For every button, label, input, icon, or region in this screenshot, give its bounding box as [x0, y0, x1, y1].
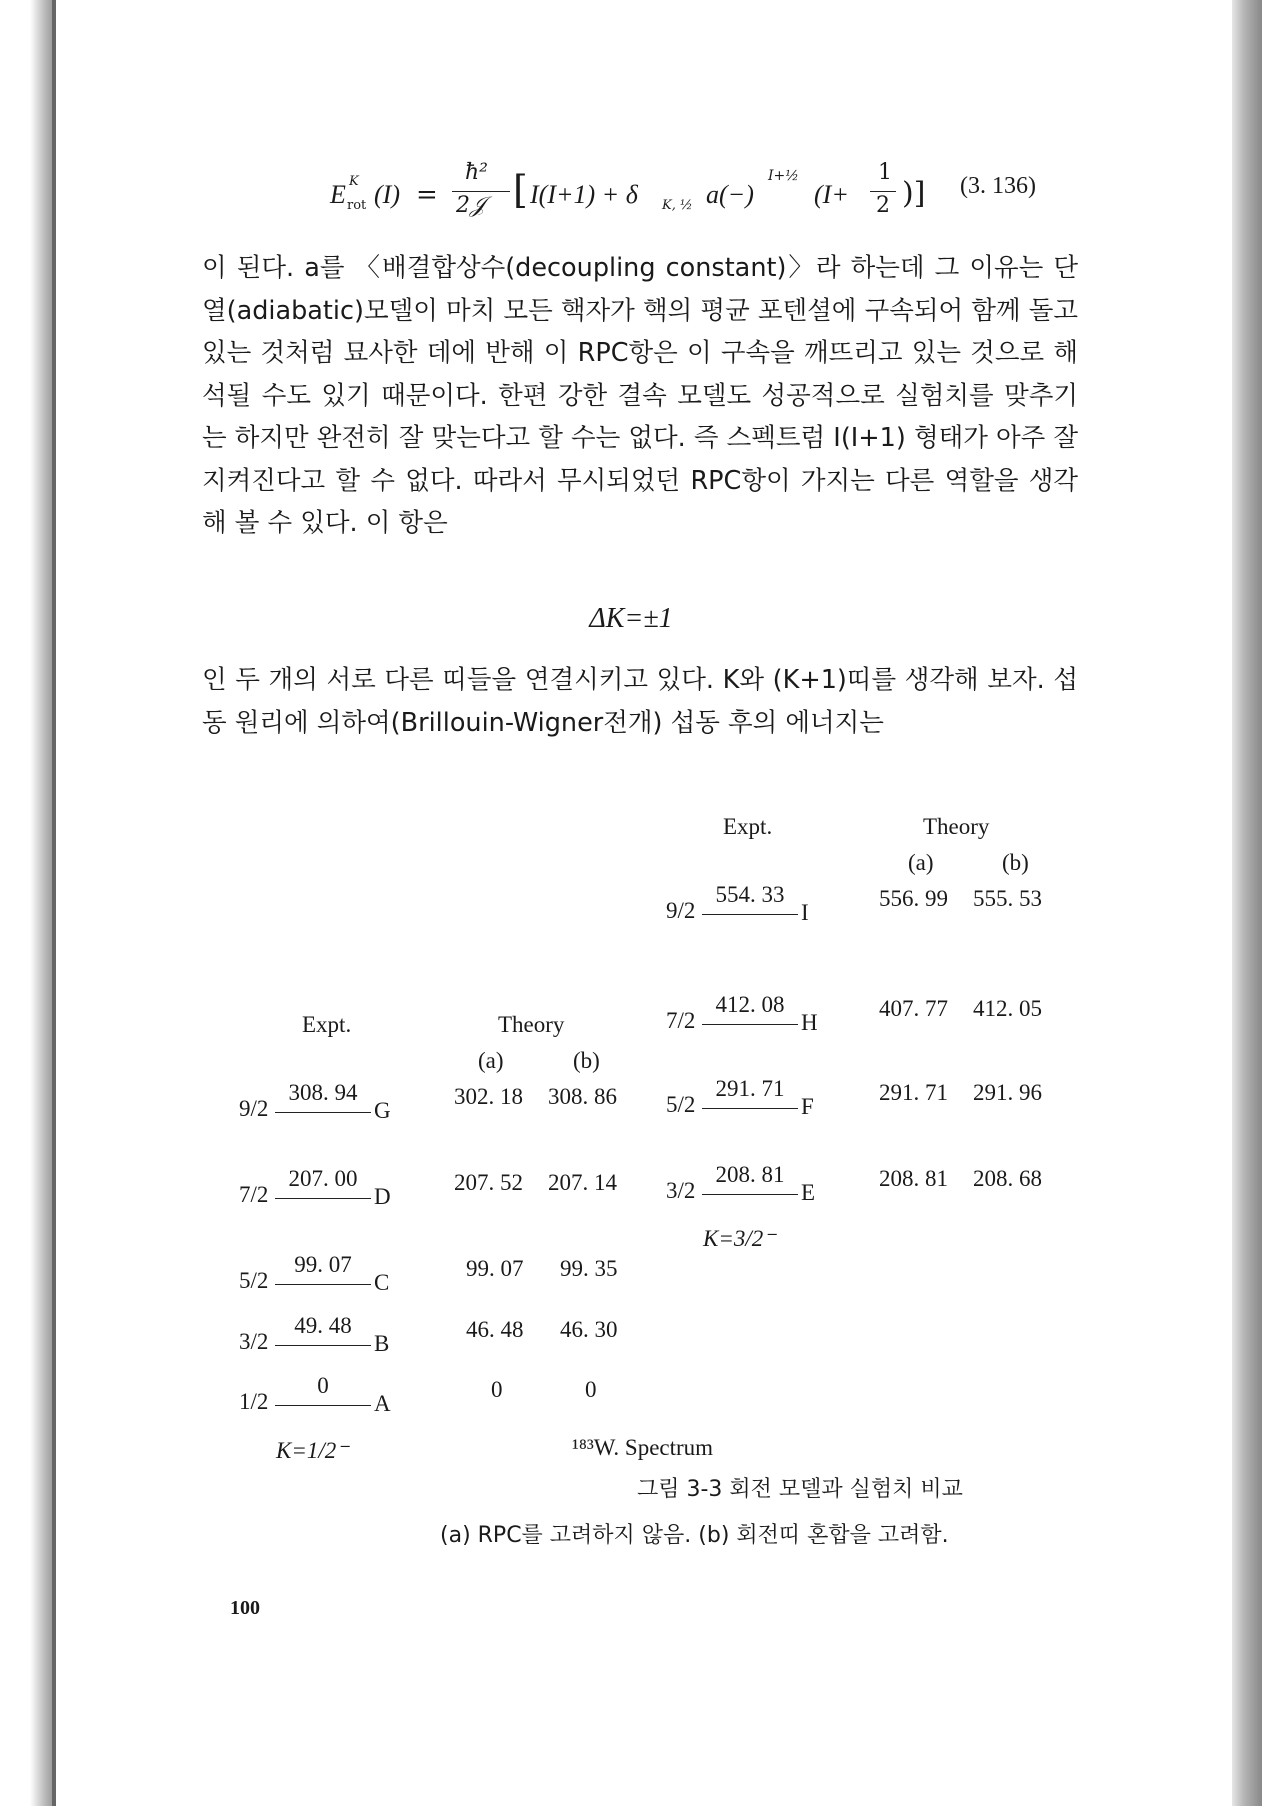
expt-energy: 0 [317, 1373, 329, 1398]
theory-a-I: 556. 99 [879, 886, 948, 911]
eq-frac-num: ħ² [465, 160, 488, 185]
level-letter: I [801, 900, 809, 925]
eq-lhs-arg: (I) [374, 180, 400, 209]
theory-a-H: 407. 77 [879, 996, 948, 1021]
expt-energy: 208. 81 [715, 1162, 785, 1187]
spin-label: 1/2 [239, 1389, 269, 1414]
level-line [702, 1194, 798, 1195]
level-letter: G [374, 1098, 391, 1123]
theory-a-F: 291. 71 [879, 1080, 948, 1105]
theory-b-I: 555. 53 [973, 886, 1042, 911]
eq-delta-sub: K, ½ [662, 198, 693, 213]
figure-caption-title: 그림 3-3 회전 모델과 실험치 비교 [637, 1477, 963, 1502]
level-letter: H [801, 1010, 818, 1035]
level-line [275, 1405, 371, 1406]
spin-label: 5/2 [239, 1268, 269, 1293]
eq-term3: (I+ [814, 180, 849, 209]
k12-theory-header: Theory [498, 1012, 565, 1037]
body-paragraph-1: 이 된다. a를 〈배결합상수(decoupling constant)〉라 하는데 그 이유는 단열(adiabatic)모델이 마치 모든 핵자가 핵의 평균 포텐셜에 구속되어 함께 돌고 있는 것처럼 묘사한 데에 반해 이 RPC항은 이 구속을 깨뜨리고 있는 것으로 해석될 수도 있기 때문이다. 한편 강한 결속 모델도 성공적으로 실험치를 맞추기는 하지만 완전히 잘 맞는다고 할 수는 없다. 즉 스펙트럼 I(I+1) 형태가 아주 잘 지켜진다고 할 수 없다. 따라서 무시되었던 RPC항이 가지는 다른 역할을 생각해 볼 수 있다. 이 항은 [202, 253, 1078, 538]
k12-col-b: (b) [573, 1048, 600, 1073]
expt-energy: 49. 48 [294, 1313, 352, 1338]
eq-frac-den: 2𝒥 [456, 193, 486, 218]
level-letter: B [374, 1331, 390, 1356]
theory-a-G: 302. 18 [454, 1084, 523, 1109]
level-letter: C [374, 1270, 390, 1295]
level-line [702, 914, 798, 915]
theory-b-E: 208. 68 [973, 1166, 1042, 1191]
spin-label: 7/2 [666, 1008, 696, 1033]
figure-caption-subtitle: (a) RPC를 고려하지 않음. (b) 회전띠 혼합을 고려함. [440, 1523, 949, 1548]
equation-number: (3. 136) [960, 173, 1036, 199]
theory-b-D: 207. 14 [548, 1170, 617, 1195]
spin-label: 7/2 [239, 1182, 269, 1207]
spin-label: 9/2 [666, 898, 696, 923]
theory-a-E: 208. 81 [879, 1166, 948, 1191]
k32-theory-header: Theory [923, 814, 990, 839]
spin-label: 3/2 [666, 1178, 696, 1203]
theory-b-G: 308. 86 [548, 1084, 617, 1109]
theory-a-B: 46. 48 [466, 1317, 524, 1342]
spin-label: 9/2 [239, 1096, 269, 1121]
theory-b-B: 46. 30 [560, 1317, 618, 1342]
book-page-edge-left [30, 0, 56, 1806]
level-line [275, 1345, 371, 1346]
eq-lhs: E [330, 180, 346, 209]
expt-energy: 291. 71 [715, 1076, 785, 1101]
selection-rule-equation: ΔK=±1 [589, 603, 673, 634]
level-letter: F [801, 1094, 814, 1119]
eq-bracket-open: [ [513, 168, 528, 212]
spectrum-label: ¹⁸³W. Spectrum [572, 1435, 714, 1460]
level-line [275, 1284, 371, 1285]
eq-half-bar [870, 191, 896, 192]
k12-col-a: (a) [478, 1048, 504, 1073]
k32-col-b: (b) [1002, 850, 1029, 875]
expt-energy: 412. 08 [715, 992, 785, 1017]
level-line [275, 1112, 371, 1113]
level-letter: D [374, 1184, 391, 1209]
spin-label: 5/2 [666, 1092, 696, 1117]
page-number: 100 [230, 1597, 260, 1619]
eq-term4: )] [902, 176, 926, 211]
eq-lhs-sub: rot [347, 198, 367, 213]
eq-term1: I(I+1) + δ [530, 180, 638, 209]
theory-b-H: 412. 05 [973, 996, 1042, 1021]
eq-term2: a(−) [706, 180, 754, 209]
theory-b-C: 99. 35 [560, 1256, 618, 1281]
k32-expt-header: Expt. [723, 814, 773, 839]
k12-band-label: K=1/2⁻ [276, 1438, 349, 1463]
body-paragraph-2: 인 두 개의 서로 다른 띠들을 연결시키고 있다. K와 (K+1)띠를 생각해 보자. 섭동 원리에 의하여(Brillouin-Wigner전개) 섭동 후의 에너지는 [202, 665, 1078, 738]
theory-b-F: 291. 96 [973, 1080, 1042, 1105]
expt-energy: 99. 07 [294, 1252, 352, 1277]
level-letter: E [801, 1180, 816, 1205]
k12-expt-header: Expt. [302, 1012, 352, 1037]
expt-energy: 308. 94 [288, 1080, 358, 1105]
expt-energy: 207. 00 [288, 1166, 358, 1191]
level-letter: A [374, 1391, 391, 1416]
eq-half-num: 1 [878, 160, 892, 185]
eq-lhs-sup: K [349, 174, 359, 189]
theory-a-A: 0 [491, 1377, 503, 1402]
level-line [275, 1198, 371, 1199]
eq-frac-bar [452, 191, 510, 192]
eq-power: I+½ [768, 168, 799, 184]
k32-band-label: K=3/2⁻ [703, 1226, 776, 1251]
theory-b-A: 0 [585, 1377, 597, 1402]
book-page-edge-right [1232, 0, 1262, 1806]
theory-a-C: 99. 07 [466, 1256, 524, 1281]
level-line [702, 1108, 798, 1109]
expt-energy: 554. 33 [715, 882, 785, 907]
level-line [702, 1024, 798, 1025]
eq-half-den: 2 [876, 193, 890, 218]
theory-a-D: 207. 52 [454, 1170, 523, 1195]
k32-col-a: (a) [908, 850, 934, 875]
eq-equals: = [416, 180, 438, 210]
spin-label: 3/2 [239, 1329, 269, 1354]
